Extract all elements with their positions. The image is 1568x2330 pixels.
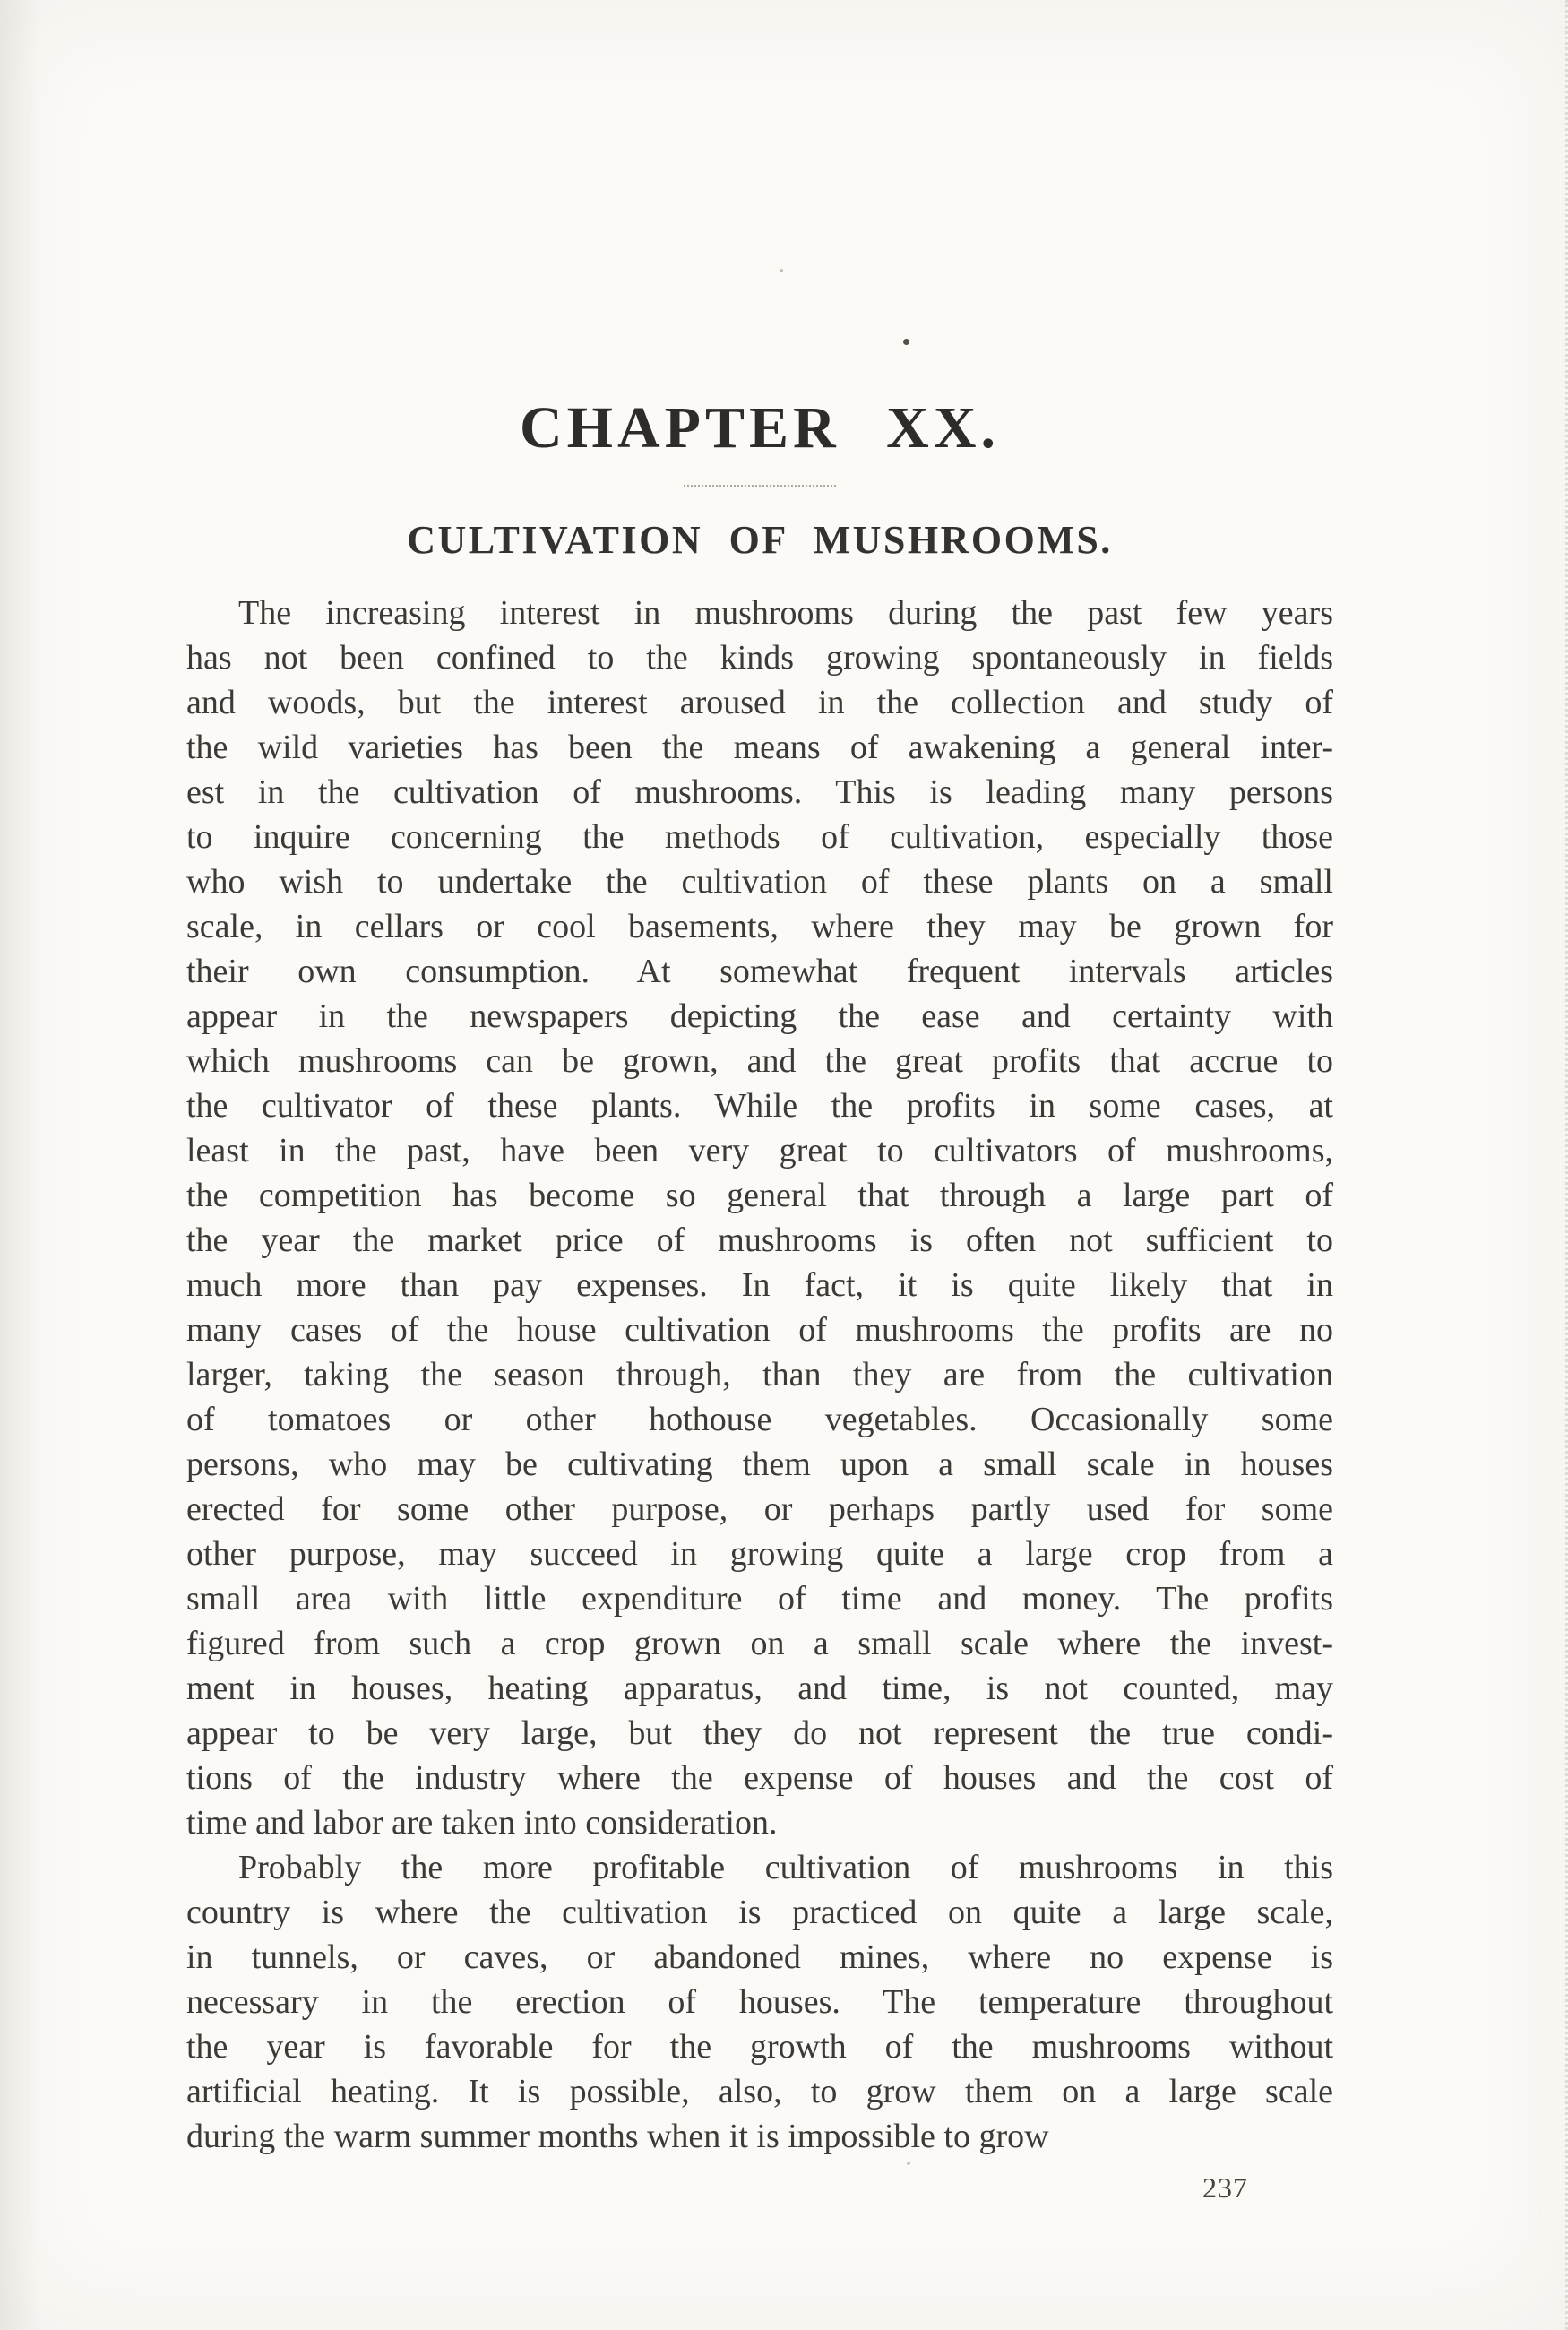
- body-line: figured from such a crop grown on a small scale where the invest-: [186, 1625, 1333, 1662]
- scan-edge-artifact: [1556, 0, 1568, 2330]
- body-line: during the warm summer months when it is impossible to grow: [186, 2118, 1049, 2155]
- body-line: the wild varieties has been the means of awakening a general inter-: [186, 729, 1333, 766]
- body-line: least in the past, have been very great to cultivators of mushrooms,: [186, 1132, 1333, 1169]
- body-line: the year is favorable for the growth of the mushrooms without: [186, 2028, 1333, 2066]
- chapter-heading: CHAPTER XX.: [519, 395, 1000, 461]
- body-line: the competition has become so general that through a large part of: [186, 1177, 1333, 1214]
- body-line: much more than pay expenses. In fact, it is quite likely that in: [186, 1266, 1333, 1304]
- body-line: The increasing interest in mushrooms during the past few years: [238, 594, 1333, 632]
- body-line: and woods, but the interest aroused in the collection and study of: [186, 684, 1333, 721]
- body-line: of tomatoes or other hothouse vegetables. Occasionally some: [186, 1401, 1333, 1438]
- body-line: est in the cultivation of mushrooms. This is leading many persons: [186, 773, 1333, 811]
- body-line: many cases of the house cultivation of mushrooms the profits are no: [186, 1311, 1333, 1349]
- body-line: tions of the industry where the expense of houses and the cost of: [186, 1759, 1333, 1797]
- body-line: scale, in cellars or cool basements, where they may be grown for: [186, 908, 1333, 945]
- section-title: CULTIVATION OF MUSHROOMS.: [407, 518, 1113, 562]
- ornament-rule: [684, 485, 836, 487]
- body-line: has not been confined to the kinds growing spontaneously in fields: [186, 639, 1333, 677]
- body-line: the year the market price of mushrooms is often not sufficient to: [186, 1221, 1333, 1259]
- paragraph: [186, 591, 1333, 1845]
- body-line: to inquire concerning the methods of cultivation, especially those: [186, 818, 1333, 856]
- body-line: which mushrooms can be grown, and the great profits that accrue to: [186, 1042, 1333, 1080]
- body-text: [186, 591, 1333, 2159]
- body-line: other purpose, may succeed in growing quite a large crop from a: [186, 1535, 1333, 1573]
- body-line: persons, who may be cultivating them upon a small scale in houses: [186, 1445, 1333, 1483]
- body-line: appear to be very large, but they do not represent the true condi-: [186, 1714, 1333, 1752]
- paragraph: [186, 1845, 1333, 2159]
- body-line: necessary in the erection of houses. The temperature throughout: [186, 1983, 1333, 2021]
- page-number: 237: [1202, 2171, 1248, 2204]
- body-line: time and labor are taken into consideration.: [186, 1804, 778, 1842]
- body-line: Probably the more profitable cultivation of mushrooms in this: [238, 1849, 1333, 1886]
- body-line: small area with little expenditure of time and money. The profits: [186, 1580, 1333, 1618]
- body-line: their own consumption. At somewhat frequent intervals articles: [186, 953, 1333, 990]
- body-line: the cultivator of these plants. While the profits in some cases, at: [186, 1087, 1333, 1125]
- body-line: erected for some other purpose, or perhaps partly used for some: [186, 1490, 1333, 1528]
- body-line: who wish to undertake the cultivation of these plants on a small: [186, 863, 1333, 901]
- body-line: larger, taking the season through, than they are from the cultivation: [186, 1356, 1333, 1394]
- body-line: in tunnels, or caves, or abandoned mines, where no expense is: [186, 1938, 1333, 1976]
- body-line: country is where the cultivation is practiced on quite a large scale,: [186, 1894, 1333, 1931]
- body-line: ment in houses, heating apparatus, and time, is not counted, may: [186, 1670, 1333, 1707]
- body-line: appear in the newspapers depicting the ease and certainty with: [186, 997, 1333, 1035]
- body-line: artificial heating. It is possible, also, to grow them on a large scale: [186, 2073, 1333, 2110]
